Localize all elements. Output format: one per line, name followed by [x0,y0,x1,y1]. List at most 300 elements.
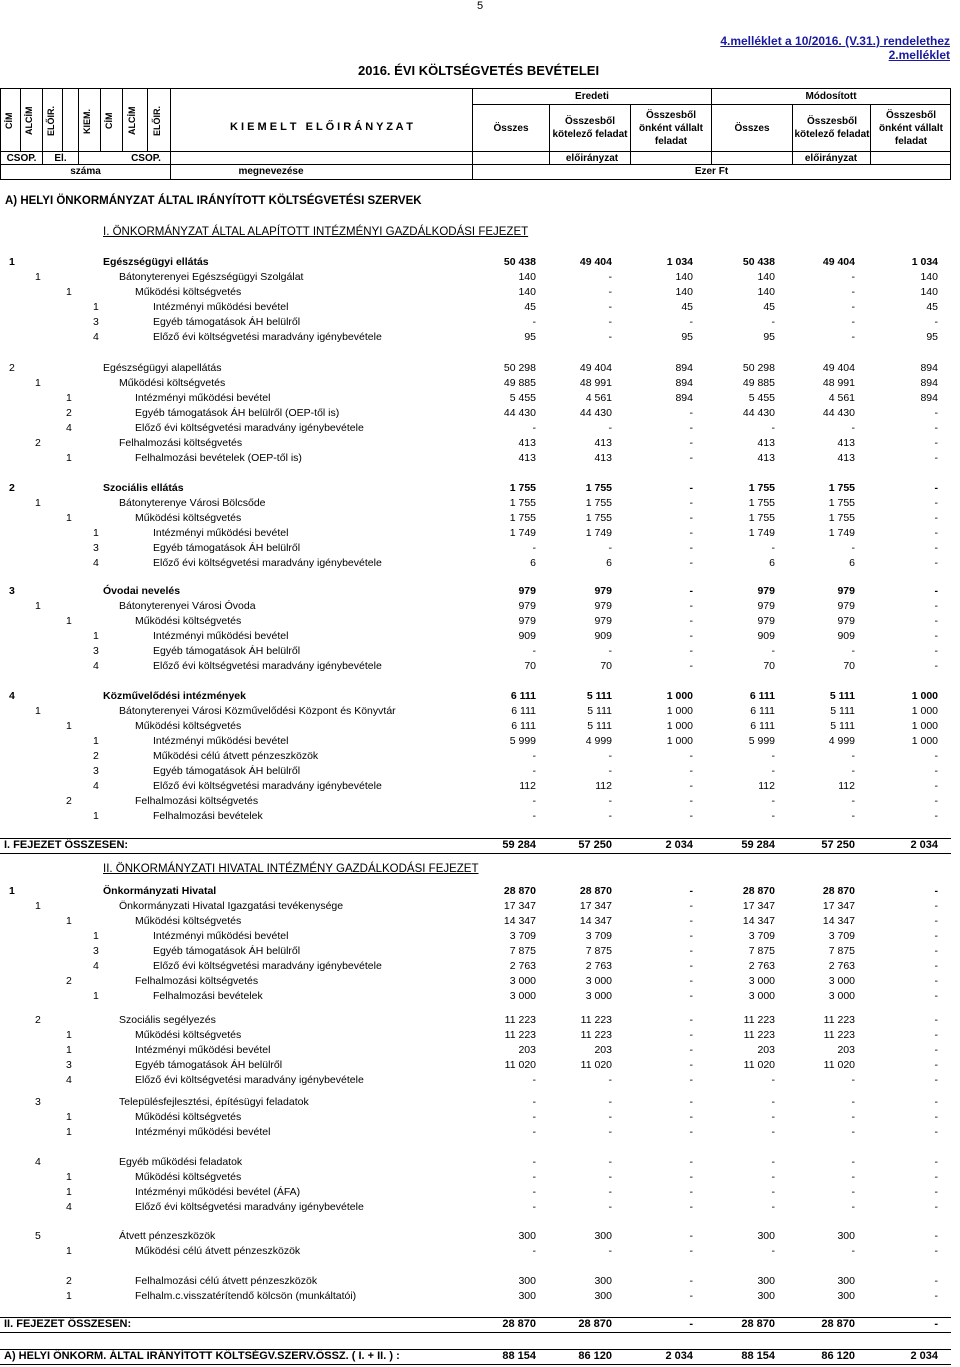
chapter-2-heading: II. ÖNKORMÁNYZATI HIVATAL INTÉZMÉNY GAZDÁLKODÁSI FEJEZET [103,863,479,875]
row-code: 4 [93,660,99,672]
table-row [0,915,960,929]
row-value: 44 430 [579,407,612,419]
row-value: - [934,497,938,509]
row-value: - [934,750,938,762]
row-name: Működési célú átvett pénzeszközök [153,750,319,762]
row-value: 17 347 [742,900,775,912]
row-name: Működési költségvetés [135,512,242,524]
row-name: Működési költségvetés [135,615,242,627]
row-value: - [934,1290,938,1302]
row-code: 1 [66,615,72,627]
table-row [0,497,960,511]
row-value: 1 000 [666,720,693,732]
row-value: - [934,975,938,987]
row-value: 5 455 [509,392,536,404]
row-code: 1 [35,271,41,283]
header-kiem: KIEM. [82,108,92,134]
row-value: - [934,1014,938,1026]
row-value: - [608,1171,612,1183]
row-value: 1 034 [666,256,693,268]
row-code: 1 [66,286,72,298]
row-value: 3 000 [748,975,775,987]
row-value: 28 870 [503,885,536,897]
row-name: Működési költségvetés [135,1111,242,1123]
row-name: Felhalmozási bevételek [153,990,263,1002]
row-value: - [851,422,855,434]
table-row [0,1275,960,1289]
table-row [0,1044,960,1058]
row-value: - [689,1171,693,1183]
row-value: 300 [518,1275,536,1287]
row-value: - [689,750,693,762]
row-value: 894 [920,392,938,404]
row-value: 45 [926,301,938,313]
row-value: - [689,1096,693,1108]
header-total-mod: Összes [734,123,770,134]
row-name: Felhalmozási költségvetés [135,975,259,987]
row-value: 45 [763,301,775,313]
row-value: 70 [843,660,855,672]
table-row [0,900,960,914]
row-value: 413 [757,437,775,449]
row-code: 3 [35,1096,41,1108]
row-value: 95 [681,331,693,343]
row-value: - [851,331,855,343]
row-value: - [608,301,612,313]
total-value: 28 870 [578,1318,612,1330]
row-value: - [851,1126,855,1138]
header-csop: CSOP. [6,153,37,164]
header-eloir-2: ELŐIR. [152,106,162,137]
row-value: 112 [838,780,855,792]
row-value: 1 755 [748,482,775,494]
row-value: 6 111 [510,690,536,702]
row-value: 894 [920,362,938,374]
row-code: 1 [66,452,72,464]
row-code: 3 [93,945,99,957]
row-value: 1 755 [585,512,612,524]
row-value: - [689,795,693,807]
row-value: - [771,750,775,762]
header-megnevezese: megnevezése [238,166,304,177]
table-row [0,780,960,794]
row-value: - [934,630,938,642]
row-value: 3 000 [509,975,536,987]
row-value: - [689,527,693,539]
row-value: 11 020 [580,1059,612,1071]
row-name: Egyéb támogatások ÁH belülről [135,1059,283,1071]
row-value: 140 [518,271,536,283]
table-row [0,885,960,899]
table-row [0,422,960,436]
row-code: 1 [93,301,99,313]
row-value: 2 763 [585,960,612,972]
row-value: - [771,1245,775,1257]
row-value: 909 [518,630,536,642]
row-value: 44 430 [503,407,536,419]
row-value: - [689,810,693,822]
table-row [0,482,960,496]
table-row [0,512,960,526]
row-value: 1 749 [828,527,855,539]
row-value: 1 755 [509,482,536,494]
row-value: - [934,915,938,927]
row-value: 6 111 [750,705,775,717]
row-value: - [689,482,693,494]
row-name: Előző évi költségvetési maradvány igénybevétele [135,1201,364,1213]
row-value: 300 [518,1230,536,1242]
row-value: 11 020 [823,1059,855,1071]
row-value: 413 [837,437,855,449]
row-value: 45 [681,301,693,313]
row-value: - [934,1230,938,1242]
row-value: 300 [757,1230,775,1242]
row-value: - [851,271,855,283]
row-value: 11 223 [823,1029,855,1041]
total-label: II. FEJEZET ÖSSZESEN: [4,1318,132,1330]
row-value: - [851,795,855,807]
row-value: - [771,1074,775,1086]
row-code: 1 [35,600,41,612]
row-value: 112 [519,780,536,792]
table-row [0,1230,960,1244]
table-header [0,88,951,180]
row-value: 140 [675,286,693,298]
row-value: - [771,765,775,777]
total-value: 2 034 [665,839,693,851]
row-value: 6 111 [750,720,775,732]
row-value: - [934,1096,938,1108]
table-row [0,301,960,315]
row-name: Szociális ellátás [103,482,184,494]
row-name: Intézményi működési bevétel [153,735,289,747]
row-value: - [532,1096,536,1108]
grand-total-row [0,1349,951,1365]
row-value: - [934,1029,938,1041]
header-total-orig: Összes [493,123,529,134]
row-value: - [934,1275,938,1287]
row-code: 1 [66,1126,72,1138]
header-mandatory-orig: Összesből kötelező feladat [552,116,628,140]
row-value: 49 404 [822,256,855,268]
row-value: - [689,1230,693,1242]
row-value: 112 [758,780,775,792]
row-name: Előző évi költségvetési maradvány igénybevétele [153,331,382,343]
table-row [0,660,960,674]
row-value: 44 430 [742,407,775,419]
header-modified: Módosított [805,91,857,102]
row-code: 2 [66,1275,72,1287]
row-value: - [934,960,938,972]
table-row [0,735,960,749]
row-value: 140 [920,271,938,283]
row-value: - [608,795,612,807]
table-row [0,1029,960,1043]
row-name: Egyéb működési feladatok [119,1156,243,1168]
row-name: Előző évi költségvetési maradvány igénybevétele [135,422,364,434]
row-value: - [934,900,938,912]
row-value: - [689,1074,693,1086]
row-value: 1 749 [748,527,775,539]
row-value: 3 000 [585,990,612,1002]
row-value: 413 [518,437,536,449]
row-value: - [608,316,612,328]
row-name: Előző évi költségvetési maradvány igénybevétele [135,1074,364,1086]
section-a-heading: A) HELYI ÖNKORMÁNYZAT ÁLTAL IRÁNYÍTOTT KÖLTSÉGVETÉSI SZERVEK [5,195,422,207]
row-name: Egyéb támogatások ÁH belülről [153,765,301,777]
row-name: Önkormányzati Hivatal Igazgatási tevékenysége [119,900,344,912]
row-value: - [532,1126,536,1138]
row-value: 413 [757,452,775,464]
row-value: - [851,286,855,298]
row-value: 5 111 [587,720,612,732]
row-value: - [934,1171,938,1183]
row-value: - [608,331,612,343]
row-value: - [771,1186,775,1198]
row-value: 49 404 [822,362,855,374]
row-value: 7 875 [509,945,536,957]
row-value: - [851,1171,855,1183]
table-row [0,1290,960,1304]
row-value: 7 875 [585,945,612,957]
row-value: 44 430 [822,407,855,419]
row-value: - [689,885,693,897]
row-code: 5 [35,1230,41,1242]
total-value: 88 154 [741,1350,775,1362]
row-value: - [689,316,693,328]
row-value: - [689,1059,693,1071]
row-value: - [771,1201,775,1213]
row-value: - [934,542,938,554]
row-value: - [608,1186,612,1198]
total-label: I. FEJEZET ÖSSZESEN: [4,839,129,851]
row-value: - [689,1245,693,1257]
table-row [0,750,960,764]
row-value: 1 749 [585,527,612,539]
row-value: - [608,1126,612,1138]
row-value: 11 223 [743,1029,775,1041]
row-value: 979 [518,585,536,597]
row-code: 1 [93,735,99,747]
row-code: 1 [66,1171,72,1183]
chapter-1-total-row [0,838,951,854]
row-value: 300 [757,1275,775,1287]
row-value: 5 111 [830,705,855,717]
row-value: 6 111 [749,690,775,702]
row-value: - [689,512,693,524]
row-value: - [689,630,693,642]
row-value: 70 [524,660,536,672]
row-value: - [934,660,938,672]
row-value: 11 020 [743,1059,775,1071]
row-value: 894 [675,392,693,404]
chapter-2-total-row [0,1317,951,1333]
row-value: - [689,915,693,927]
total-value: 59 284 [741,839,775,851]
row-value: - [851,1074,855,1086]
table-row [0,527,960,541]
row-value: - [532,750,536,762]
row-value: 979 [757,600,775,612]
row-code: 1 [66,720,72,732]
row-value: 50 298 [742,362,775,374]
row-value: 1 000 [911,705,938,717]
total-value: 86 120 [578,1350,612,1362]
row-value: 979 [837,600,855,612]
row-value: 203 [837,1044,855,1056]
table-row [0,316,960,330]
row-value: - [934,1201,938,1213]
table-row [0,1074,960,1088]
row-value: 3 000 [828,975,855,987]
row-value: - [934,1156,938,1168]
row-value: 2 763 [748,960,775,972]
table-row [0,331,960,345]
row-value: - [532,1171,536,1183]
table-row [0,990,960,1004]
row-value: - [851,645,855,657]
row-value: 203 [594,1044,612,1056]
row-value: - [934,765,938,777]
row-value: - [532,645,536,657]
row-value: - [934,795,938,807]
row-name: Intézményi működési bevétel [153,630,289,642]
row-value: 909 [757,630,775,642]
row-value: 1 755 [828,512,855,524]
row-name: Intézményi működési bevétel [135,1126,271,1138]
row-value: - [532,1074,536,1086]
row-value: 300 [594,1230,612,1242]
total-value: 86 120 [821,1350,855,1362]
row-value: - [532,316,536,328]
row-value: - [934,615,938,627]
row-value: 413 [837,452,855,464]
row-value: - [851,1186,855,1198]
table-row [0,1201,960,1215]
row-value: 2 763 [509,960,536,972]
row-value: 203 [518,1044,536,1056]
row-name: Intézményi működési bevétel (ÁFA) [135,1186,301,1198]
table-row [0,1171,960,1185]
row-code: 1 [66,1245,72,1257]
row-code: 2 [9,482,15,494]
header-voluntary-mod: Összesből önként vállalt feladat [879,110,943,147]
row-value: 3 709 [748,930,775,942]
row-value: - [608,542,612,554]
row-value: 1 755 [748,497,775,509]
table-row [0,557,960,571]
total-value: 28 870 [502,1318,536,1330]
row-value: 1 000 [666,735,693,747]
row-value: - [934,990,938,1002]
row-value: 140 [920,286,938,298]
row-value: 11 223 [504,1029,536,1041]
header-ezer-ft: Ezer Ft [694,166,729,177]
header-main-label: K I E M E L T E L Ő I R Á N Y Z A T [230,121,413,133]
row-name: Bátonyterenyei Városi Közművelődési Központ és Könyvtár [119,705,396,717]
row-value: - [532,1111,536,1123]
row-name: Intézményi működési bevétel [153,930,289,942]
row-name: Egyéb támogatások ÁH belülről (OEP-től is) [135,407,340,419]
row-value: - [689,615,693,627]
row-value: - [934,422,938,434]
row-code: 2 [66,975,72,987]
total-value: 57 250 [821,839,855,851]
row-value: - [608,1096,612,1108]
row-code: 1 [35,900,41,912]
row-value: 140 [518,286,536,298]
row-value: 894 [920,377,938,389]
annex-reference: 4.melléklet a 10/2016. (V.31.) rendelethez [720,34,950,48]
row-value: - [689,407,693,419]
row-value: 49 404 [579,362,612,374]
row-code: 3 [93,542,99,554]
row-value: - [608,750,612,762]
row-value: - [689,600,693,612]
row-value: 1 755 [509,512,536,524]
row-value: - [689,960,693,972]
header-mandatory-mod: Összesből kötelező feladat [794,116,870,140]
row-value: - [689,660,693,672]
row-value: 6 [606,557,612,569]
row-value: - [608,422,612,434]
row-name: Átvett pénzeszközök [119,1230,216,1242]
row-code: 1 [93,930,99,942]
row-value: - [851,1245,855,1257]
row-code: 3 [93,316,99,328]
row-code: 4 [93,960,99,972]
row-value: - [689,990,693,1002]
row-value: 6 111 [511,720,536,732]
row-name: Szociális segélyezés [119,1014,216,1026]
annex-number: 2.melléklet [888,48,950,62]
table-row [0,765,960,779]
row-value: 11 223 [823,1014,855,1026]
row-value: 3 000 [585,975,612,987]
row-name: Közművelődési intézmények [103,690,246,702]
row-value: - [689,557,693,569]
row-value: - [851,1096,855,1108]
table-row [0,452,960,466]
header-alcim: ALCÍM [24,106,34,136]
row-value: 1 000 [666,705,693,717]
table-row [0,1186,960,1200]
row-value: - [771,645,775,657]
row-value: 2 763 [828,960,855,972]
row-value: - [771,1111,775,1123]
row-code: 1 [9,885,15,897]
row-code: 3 [66,1059,72,1071]
table-row [0,720,960,734]
row-value: 894 [675,362,693,374]
row-value: - [689,945,693,957]
row-value: - [771,1126,775,1138]
row-name: Intézményi működési bevétel [135,1044,271,1056]
table-row [0,542,960,556]
row-value: - [608,645,612,657]
row-code: 2 [93,750,99,762]
total-value: 28 870 [741,1318,775,1330]
row-value: 4 999 [828,735,855,747]
row-code: 4 [35,1156,41,1168]
row-value: - [934,1059,938,1071]
row-code: 2 [9,362,15,374]
row-value: 5 111 [829,690,855,702]
table-row [0,256,960,270]
row-code: 1 [93,527,99,539]
row-code: 1 [93,990,99,1002]
row-code: 1 [66,915,72,927]
